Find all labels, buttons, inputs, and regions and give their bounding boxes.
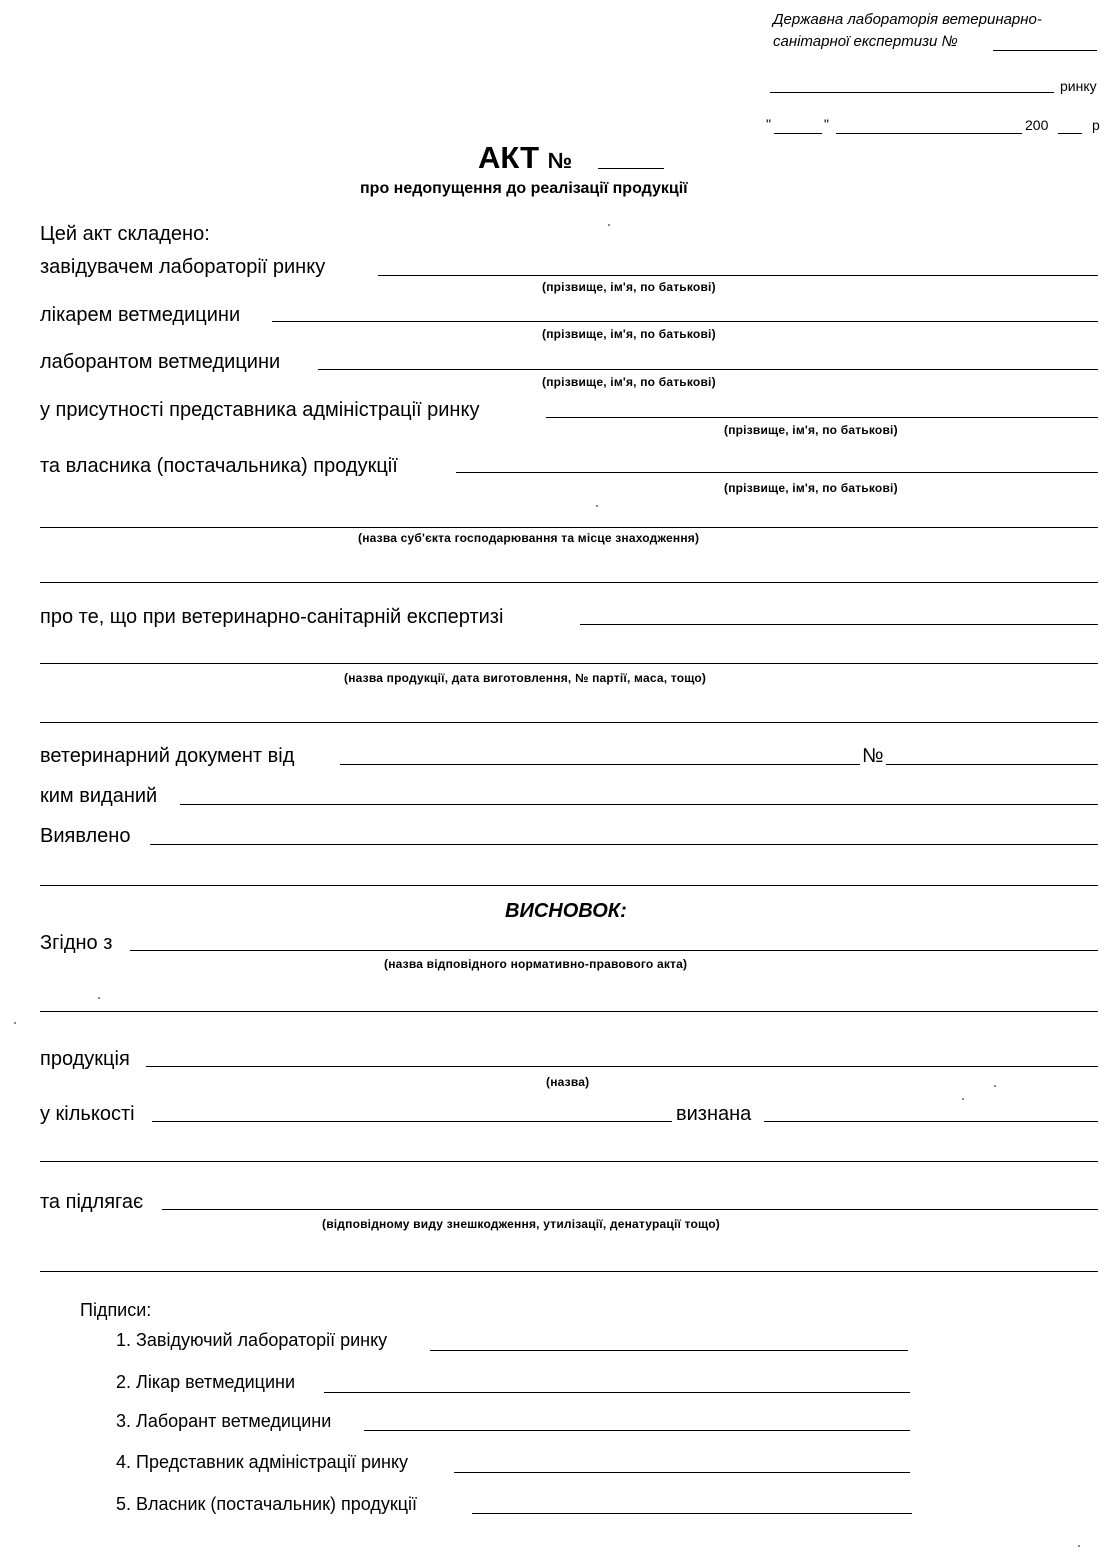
issued-by-field[interactable] xyxy=(180,804,1098,805)
signature-3-field[interactable] xyxy=(364,1430,910,1431)
lab-assistant-field[interactable] xyxy=(318,369,1098,370)
act-title xyxy=(478,140,572,176)
lab-number-field[interactable] xyxy=(993,50,1097,51)
recognized-field[interactable] xyxy=(764,1121,1098,1122)
signature-5-field[interactable] xyxy=(472,1513,912,1514)
vet-document-number-sign: № xyxy=(862,745,884,767)
year-field[interactable] xyxy=(1058,133,1082,134)
vet-doctor-caption: (прізвище, ім'я, по батькові) xyxy=(542,327,716,341)
conclusion-heading: ВИСНОВОК: xyxy=(505,900,627,922)
act-subtitle: про недопущення до реалізації продукції xyxy=(360,180,688,197)
scan-speck xyxy=(994,1085,996,1087)
market-name-field[interactable] xyxy=(770,92,1054,93)
intro-text: Цей акт складено: xyxy=(40,223,210,245)
owner-label: та власника (постачальника) продукції xyxy=(40,455,398,477)
expertise-field[interactable] xyxy=(580,624,1098,625)
product-label: продукція xyxy=(40,1048,130,1070)
scan-speck xyxy=(1078,1545,1080,1547)
vet-doctor-label: лікарем ветмедицини xyxy=(40,304,241,326)
entity-caption: (назва суб'єкта господарювання та місце знаходження) xyxy=(358,531,700,545)
market-admin-label: у присутності представника адміністрації ринку xyxy=(40,399,480,421)
signature-5-label: 5. Власник (постачальник) продукції xyxy=(116,1494,418,1514)
act-title-text: АКТ xyxy=(478,140,540,175)
year-suffix: р xyxy=(1092,117,1100,133)
lab-name-line1: Державна лабораторія ветеринарно- xyxy=(773,11,1042,28)
market-admin-field[interactable] xyxy=(546,417,1098,418)
quantity-label: у кількості xyxy=(40,1103,135,1125)
legal-act-field[interactable] xyxy=(130,950,1098,951)
act-number-sign: № xyxy=(547,148,573,173)
scan-speck xyxy=(596,505,598,507)
found-label: Виявлено xyxy=(40,825,131,847)
signature-1-label: 1. Завідуючий лабораторії ринку xyxy=(116,1330,388,1350)
signature-4-label: 4. Представник адміністрації ринку xyxy=(116,1452,409,1472)
owner-caption: (прізвище, ім'я, по батькові) xyxy=(724,481,898,495)
product-field[interactable] xyxy=(146,1066,1098,1067)
date-quote-open: " xyxy=(766,116,771,132)
according-to-label: Згідно з xyxy=(40,932,113,954)
product-caption: (назва) xyxy=(546,1075,590,1089)
scan-speck xyxy=(14,1022,16,1024)
day-field[interactable] xyxy=(774,133,822,134)
disposal-field-2[interactable] xyxy=(40,1271,1098,1272)
recognized-label: визнана xyxy=(676,1103,752,1125)
disposal-field[interactable] xyxy=(162,1209,1098,1210)
lab-assistant-label: лаборантом ветмедицини xyxy=(40,351,281,373)
month-field[interactable] xyxy=(836,133,1022,134)
signatures-heading: Підписи: xyxy=(80,1300,152,1320)
entity-field[interactable] xyxy=(40,527,1098,528)
date-quote-close: " xyxy=(824,116,829,132)
year-prefix: 200 xyxy=(1025,117,1049,133)
product-details-field[interactable] xyxy=(40,663,1098,664)
vet-doctor-field[interactable] xyxy=(272,321,1098,322)
scan-speck xyxy=(608,224,610,226)
issued-by-label: ким виданий xyxy=(40,785,158,807)
lab-assistant-caption: (прізвище, ім'я, по батькові) xyxy=(542,375,716,389)
signature-2-field[interactable] xyxy=(324,1392,910,1393)
signature-2-label: 2. Лікар ветмедицини xyxy=(116,1372,296,1392)
vet-document-date-field[interactable] xyxy=(340,764,860,765)
quantity-field[interactable] xyxy=(152,1121,672,1122)
market-admin-caption: (прізвище, ім'я, по батькові) xyxy=(724,423,898,437)
signature-4-field[interactable] xyxy=(454,1472,910,1473)
owner-field[interactable] xyxy=(456,472,1098,473)
legal-act-caption: (назва відповідного нормативно-правового акта) xyxy=(384,957,688,971)
expertise-label: про те, що при ветеринарно-санітарній експертизі xyxy=(40,606,504,628)
vet-document-number-field[interactable] xyxy=(886,764,1098,765)
head-of-lab-caption: (прізвище, ім'я, по батькові) xyxy=(542,280,716,294)
act-number-field[interactable] xyxy=(598,168,664,169)
disposal-caption: (відповідному виду знешкодження, утилізації, денатурації тощо) xyxy=(322,1217,720,1231)
recognized-field-2[interactable] xyxy=(40,1161,1098,1162)
entity-field-2[interactable] xyxy=(40,582,1098,583)
head-of-lab-label: завідувачем лабораторії ринку xyxy=(40,256,326,278)
subject-to-label: та підлягає xyxy=(40,1191,144,1213)
found-field-2[interactable] xyxy=(40,885,1098,886)
product-details-field-2[interactable] xyxy=(40,722,1098,723)
signature-3-label: 3. Лаборант ветмедицини xyxy=(116,1411,332,1431)
market-suffix: ринку xyxy=(1060,78,1097,94)
scan-speck xyxy=(98,997,100,999)
scan-speck xyxy=(962,1098,964,1100)
found-field[interactable] xyxy=(150,844,1098,845)
signature-1-field[interactable] xyxy=(430,1350,908,1351)
legal-act-field-2[interactable] xyxy=(40,1011,1098,1012)
vet-document-label: ветеринарний документ від xyxy=(40,745,295,767)
lab-name-line2: санітарної експертизи № xyxy=(773,33,958,50)
head-of-lab-field[interactable] xyxy=(378,275,1098,276)
product-details-caption: (назва продукції, дата виготовлення, № партії, маса, тощо) xyxy=(344,671,707,685)
